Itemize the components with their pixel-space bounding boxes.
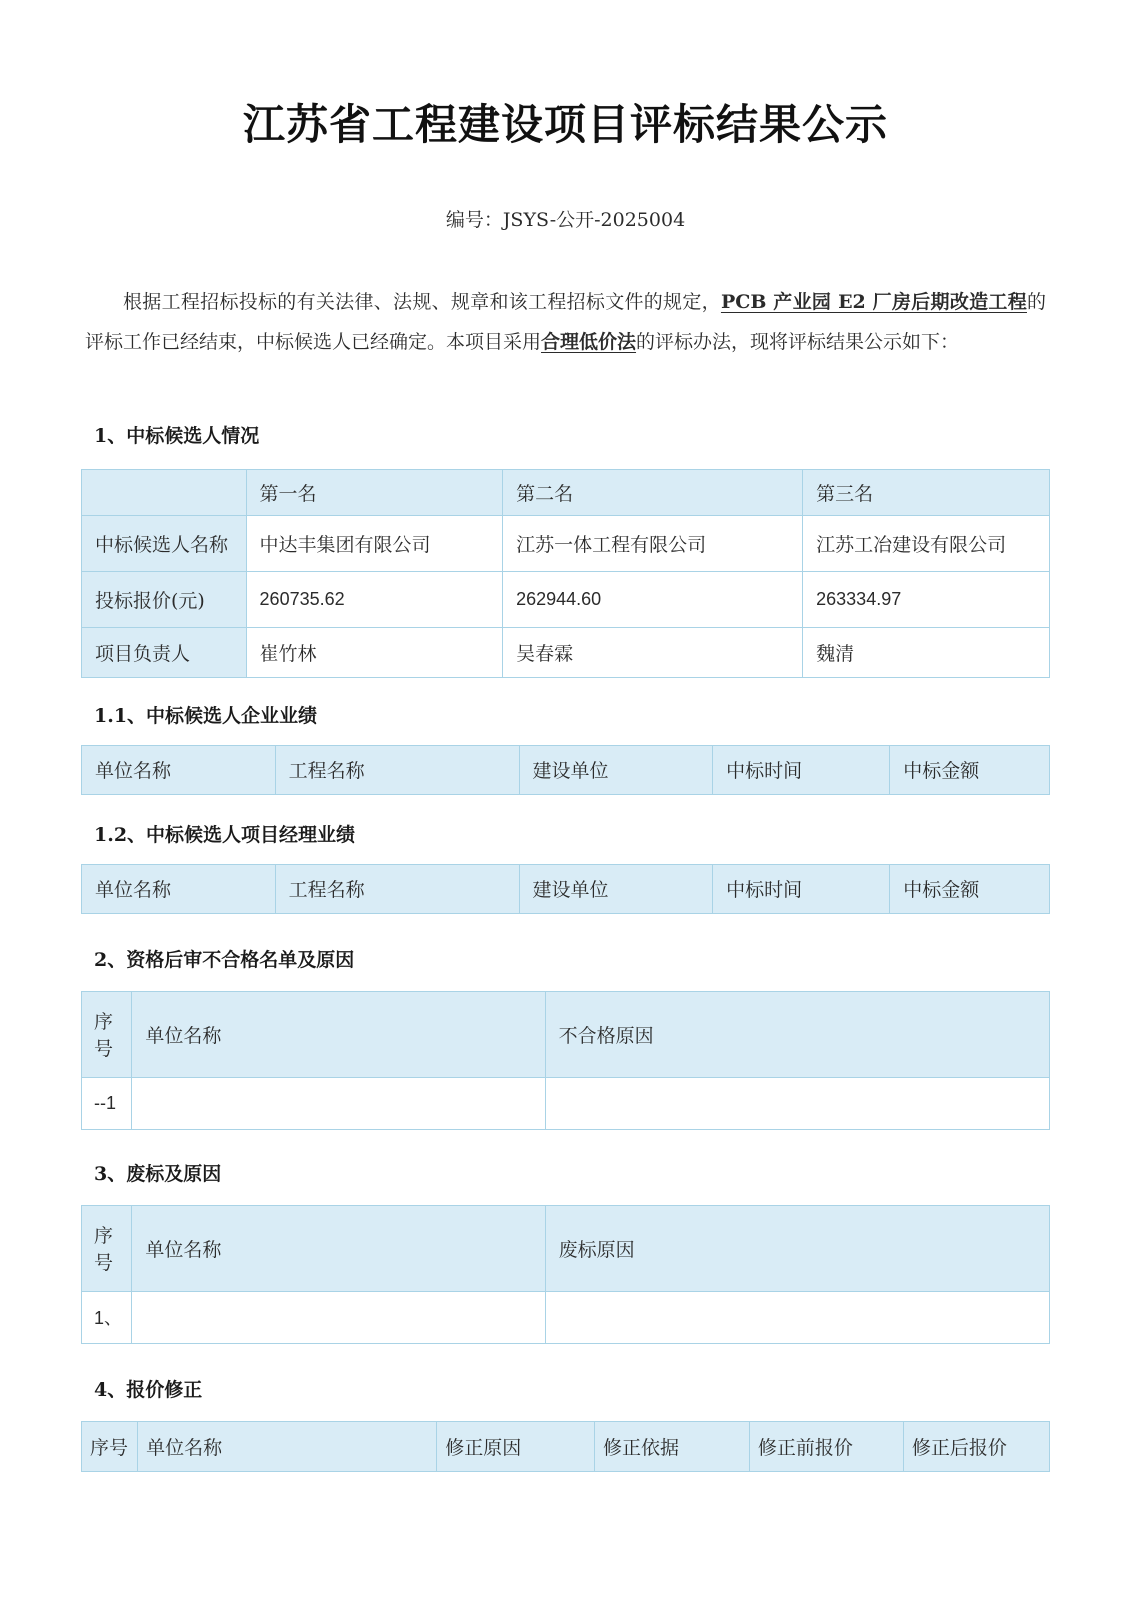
candidate-name-1: 中达丰集团有限公司 <box>246 515 503 571</box>
section-heading-candidates: 1、中标候选人情况 <box>94 424 260 447</box>
candidates-header-rank3: 第三名 <box>803 469 1050 515</box>
header-unit-name: 单位名称 <box>138 1421 437 1471</box>
candidates-header-rank1: 第一名 <box>246 469 503 515</box>
disqualified-unit-name <box>132 1077 545 1129</box>
intro-lead: 根据工程招标投标的有关法律、法规、规章和该工程招标文件的规定， <box>123 290 721 313</box>
bid-price-3: 263334.97 <box>803 571 1050 627</box>
rejected-header-row <box>82 1205 1050 1291</box>
candidate-name-3: 江苏工冶建设有限公司 <box>803 515 1050 571</box>
price-correction-header-row <box>82 1421 1050 1471</box>
project-manager-2: 吴春霖 <box>503 627 803 677</box>
header-construction-unit: 建设单位 <box>519 745 713 794</box>
disqualified-reason <box>545 1077 1049 1129</box>
header-unit-name: 单位名称 <box>82 745 276 794</box>
header-seq-number: 序号 <box>82 991 132 1077</box>
header-price-before: 修正前报价 <box>749 1421 903 1471</box>
header-construction-unit: 建设单位 <box>519 864 713 913</box>
rejected-seq: 1、 <box>82 1291 132 1343</box>
table-row-bid-prices <box>82 571 1050 627</box>
header-award-amount: 中标金额 <box>890 745 1050 794</box>
section-heading-company-performance: 1.1、中标候选人企业业绩 <box>94 704 318 727</box>
section-heading-rejected: 3、废标及原因 <box>94 1162 222 1185</box>
table-row-project-managers <box>82 627 1050 677</box>
header-award-time: 中标时间 <box>713 864 890 913</box>
row-label-bid-price: 投标报价(元) <box>82 571 247 627</box>
candidates-header-row <box>82 469 1050 515</box>
candidates-header-empty <box>82 469 247 515</box>
header-rejected-reason: 废标原因 <box>545 1205 1049 1291</box>
header-unit-name: 单位名称 <box>132 991 545 1077</box>
disqualified-table <box>81 991 1050 1130</box>
intro-tail: 的评标办法，现将评标结果公示如下： <box>636 330 960 353</box>
page-title: 江苏省工程建设项目评标结果公示 <box>242 100 888 149</box>
rejected-reason <box>545 1291 1049 1343</box>
header-seq-number: 序号 <box>82 1421 138 1471</box>
rejected-unit-name <box>132 1291 545 1343</box>
section-heading-price-correction: 4、报价修正 <box>94 1378 203 1401</box>
intro-mid: 的评标工作已经结束，中标候选人已经确定。本项目采用 <box>85 290 1046 353</box>
manager-performance-header-row <box>82 864 1050 913</box>
header-project-name: 工程名称 <box>275 745 519 794</box>
bid-price-1: 260735.62 <box>246 571 503 627</box>
header-award-time: 中标时间 <box>713 745 890 794</box>
header-price-after: 修正后报价 <box>903 1421 1049 1471</box>
header-correction-reason: 修正原因 <box>437 1421 595 1471</box>
header-unit-name: 单位名称 <box>82 864 276 913</box>
disqualified-data-row <box>82 1077 1050 1129</box>
disqualified-seq: --1 <box>82 1077 132 1129</box>
header-award-amount: 中标金额 <box>890 864 1050 913</box>
section-heading-disqualified: 2、资格后审不合格名单及原因 <box>94 948 355 971</box>
project-manager-1: 崔竹林 <box>246 627 503 677</box>
rejected-table <box>81 1205 1050 1344</box>
candidates-header-rank2: 第二名 <box>503 469 803 515</box>
candidate-name-2: 江苏一体工程有限公司 <box>503 515 803 571</box>
header-disqualified-reason: 不合格原因 <box>545 991 1049 1077</box>
evaluation-method: 合理低价法 <box>541 330 637 353</box>
section-heading-manager-performance: 1.2、中标候选人项目经理业绩 <box>94 823 356 846</box>
row-label-candidate-name: 中标候选人名称 <box>82 515 247 571</box>
manager-performance-table <box>81 864 1050 914</box>
header-correction-basis: 修正依据 <box>595 1421 750 1471</box>
rejected-data-row <box>82 1291 1050 1343</box>
project-manager-3: 魏清 <box>803 627 1050 677</box>
header-unit-name: 单位名称 <box>132 1205 545 1291</box>
price-correction-table <box>81 1421 1050 1472</box>
disqualified-header-row <box>82 991 1050 1077</box>
row-label-project-manager: 项目负责人 <box>82 627 247 677</box>
doc-number: 编号：JSYS-公开-2025004 <box>445 208 686 231</box>
bid-price-2: 262944.60 <box>503 571 803 627</box>
company-performance-table <box>81 745 1050 795</box>
project-name: PCB 产业园 E2 厂房后期改造工程 <box>720 290 1027 313</box>
intro-paragraph <box>85 282 1046 362</box>
header-seq-number: 序号 <box>82 1205 132 1291</box>
candidates-table <box>81 469 1050 678</box>
header-project-name: 工程名称 <box>275 864 519 913</box>
company-performance-header-row <box>82 745 1050 794</box>
table-row-candidate-names <box>82 515 1050 571</box>
